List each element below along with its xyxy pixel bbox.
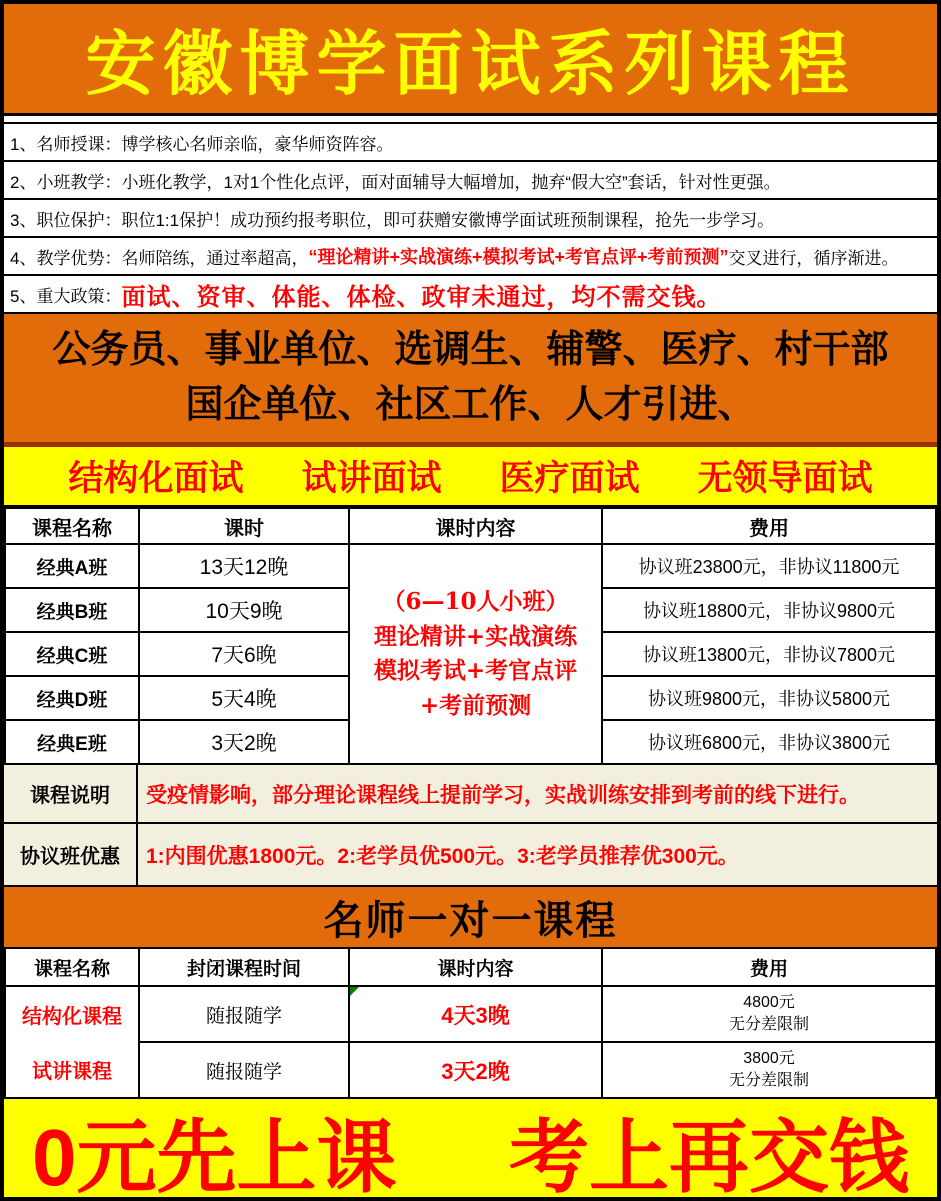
course-note-row xyxy=(4,765,937,824)
course-hours: 3天2晚 xyxy=(139,720,349,764)
course-fee: 协议班6800元，非协议3800元 xyxy=(602,720,936,764)
note-label: 课程说明 xyxy=(4,765,138,822)
course-schedule: 随报随学 xyxy=(139,986,349,1042)
content-line: 理论精讲+实战演练 xyxy=(373,622,578,650)
table-row xyxy=(5,544,936,588)
course-name: 经典C班 xyxy=(5,632,139,676)
note-text: 受疫情影响，部分理论课程线上提前学习，实战训练安排到考前的线下进行。 xyxy=(146,783,860,807)
course-fee: 协议班9800元，非协议5800元 xyxy=(602,676,936,720)
feature-list xyxy=(4,122,937,314)
poster-title: 安徽博学面试系列课程 xyxy=(85,22,856,105)
course-duration xyxy=(349,986,602,1042)
fee-amount: 4800元 xyxy=(743,993,795,1011)
duration-text: 4天3晚 xyxy=(441,1002,510,1028)
course-name: 试讲课程 xyxy=(32,1061,112,1083)
column-header-content: 课时内容 xyxy=(349,948,602,986)
course-name: 经典B班 xyxy=(5,588,139,632)
feature-text: 2、小班教学：小班化教学，1对1个性化点评，面对面辅导大幅增加，抛弃“假大空”套话，针对性更强。 xyxy=(10,172,781,192)
audience-line-2: 国企单位、社区工作、人才引进、 xyxy=(185,384,756,426)
duration-text: 3天2晚 xyxy=(441,1058,510,1084)
one-on-one-table xyxy=(4,947,937,1099)
feature-item-4 xyxy=(4,238,937,276)
column-header-schedule: 封闭课程时间 xyxy=(139,948,349,986)
course-fee: 协议班23800元，非协议11800元 xyxy=(602,544,936,588)
fee-condition: 无分差限制 xyxy=(728,1072,809,1089)
interview-type: 试讲面试 xyxy=(301,459,442,498)
feature-item-2 xyxy=(4,162,937,200)
content-line: +考前预测 xyxy=(419,691,532,719)
feature-text: 3、职位保护：职位1:1保护！成功预约报考职位，即可获赠安徽博学面试班预制课程，抢先一步学习。 xyxy=(10,210,775,230)
course-name: 结构化课程 xyxy=(22,1006,122,1028)
interview-type: 医疗面试 xyxy=(499,459,640,498)
column-header-fee: 费用 xyxy=(602,948,936,986)
course-fee xyxy=(602,986,936,1042)
course-name: 经典A班 xyxy=(5,544,139,588)
course-hours: 10天9晚 xyxy=(139,588,349,632)
interview-types-banner xyxy=(4,447,937,507)
course-name: 经典E班 xyxy=(5,720,139,764)
column-header-course-name: 课程名称 xyxy=(5,508,139,544)
table-row xyxy=(5,986,936,1042)
column-header-course-name: 课程名称 xyxy=(5,948,139,986)
feature-text: 交叉进行，循序渐进。 xyxy=(728,248,899,268)
course-duration xyxy=(349,1042,602,1098)
interview-type: 无领导面试 xyxy=(697,459,873,498)
feature-item-3 xyxy=(4,200,937,238)
course-fee: 协议班13800元，非协议7800元 xyxy=(602,632,936,676)
feature-text: 1、名师授课：博学核心名师亲临，豪华师资阵容。 xyxy=(10,134,394,154)
feature-highlight: “理论精讲+实战演练+模拟考试+考官点评+考前预测” xyxy=(308,247,729,267)
slogan-right: 考上再交钱 xyxy=(509,1112,909,1201)
course-hours: 5天4晚 xyxy=(139,676,349,720)
content-line: （6—10人小班） xyxy=(382,588,569,615)
interview-type: 结构化面试 xyxy=(68,459,244,498)
one-on-one-banner: 名师一对一课程 xyxy=(4,887,937,947)
column-header-hours: 课时 xyxy=(139,508,349,544)
content-line: 模拟考试+考官点评 xyxy=(373,657,578,684)
title-banner xyxy=(4,4,937,116)
course-name: 经典D班 xyxy=(5,676,139,720)
note-label: 协议班优惠 xyxy=(4,824,138,885)
table-header-row xyxy=(5,508,936,544)
table-header-row xyxy=(5,948,936,986)
fee-amount: 3800元 xyxy=(743,1049,795,1067)
table-row xyxy=(5,1042,936,1098)
column-header-fee: 费用 xyxy=(602,508,936,544)
course-fee: 协议班18800元，非协议9800元 xyxy=(602,588,936,632)
discount-note-row xyxy=(4,824,937,887)
feature-item-5 xyxy=(4,276,937,314)
slogan-left: 0元先上课 xyxy=(32,1112,397,1201)
cell-note-marker-icon xyxy=(350,987,359,996)
fee-condition: 无分差限制 xyxy=(728,1016,809,1033)
note-text: 1:内围优惠1800元。2:老学员优500元。3:老学员推荐优300元。 xyxy=(146,844,739,868)
feature-highlight: 面试、资审、体能、体检、政审未通过，均不需交钱。 xyxy=(121,281,722,311)
course-table xyxy=(4,507,937,765)
audience-line-1: 公务员、事业单位、选调生、辅警、医疗、村干部 xyxy=(52,328,889,371)
course-name-merged-cell xyxy=(5,986,139,1098)
feature-text: 4、教学优势：名师陪练，通过率超高， xyxy=(10,248,309,268)
audience-banner xyxy=(4,314,937,442)
column-header-content: 课时内容 xyxy=(349,508,602,544)
course-hours: 13天12晚 xyxy=(139,544,349,588)
feature-text: 5、重大政策： xyxy=(10,286,122,306)
course-schedule: 随报随学 xyxy=(139,1042,349,1098)
slogan-banner xyxy=(4,1099,937,1201)
course-hours: 7天6晚 xyxy=(139,632,349,676)
course-content-merged-cell xyxy=(349,544,602,764)
course-fee xyxy=(602,1042,936,1098)
feature-item-1 xyxy=(4,124,937,162)
